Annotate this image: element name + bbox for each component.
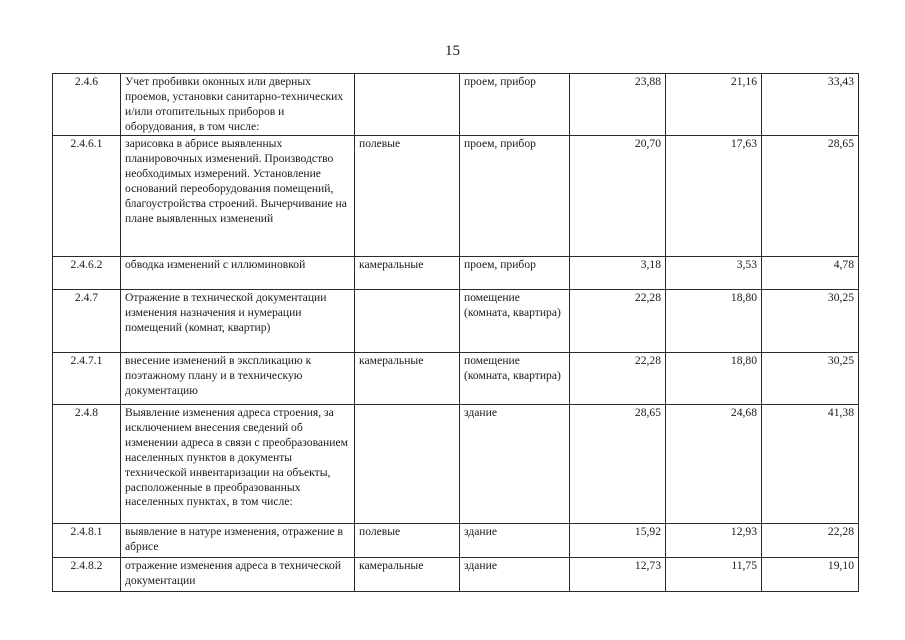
- rate-value-3: 19,10: [762, 558, 859, 592]
- unit-of-measure: проем, прибор: [460, 74, 570, 136]
- item-description: обводка изменений с иллюминовкой: [121, 257, 355, 290]
- rate-value-3: 28,65: [762, 136, 859, 257]
- rate-value-2: 21,16: [666, 74, 762, 136]
- table-row: [53, 405, 859, 524]
- rate-value-1: 28,65: [570, 405, 666, 524]
- item-description: Отражение в технической документации изменения назначения и нумерации помещений (комнат, квартир): [121, 290, 355, 353]
- item-code: 2.4.6.1: [53, 136, 121, 257]
- unit-of-measure: проем, прибор: [460, 136, 570, 257]
- unit-of-measure: проем, прибор: [460, 257, 570, 290]
- item-description: Учет пробивки оконных или дверных проемов, установки санитарно-технических и/или отопительных приборов и оборудования, в том числе:: [121, 74, 355, 136]
- rate-value-1: 15,92: [570, 524, 666, 558]
- rate-value-1: 22,28: [570, 290, 666, 353]
- work-type: [355, 405, 460, 524]
- rates-table: [52, 73, 859, 592]
- unit-of-measure: здание: [460, 524, 570, 558]
- rate-value-3: 33,43: [762, 74, 859, 136]
- rate-value-1: 12,73: [570, 558, 666, 592]
- unit-of-measure: здание: [460, 405, 570, 524]
- table-row: [53, 257, 859, 290]
- rate-value-3: 30,25: [762, 290, 859, 353]
- rate-value-2: 18,80: [666, 353, 762, 405]
- table-row: [53, 290, 859, 353]
- work-type: полевые: [355, 136, 460, 257]
- unit-of-measure: помещение (комната, квартира): [460, 290, 570, 353]
- item-code: 2.4.6.2: [53, 257, 121, 290]
- table-row: [53, 136, 859, 257]
- rate-value-1: 23,88: [570, 74, 666, 136]
- work-type: [355, 74, 460, 136]
- rate-value-3: 30,25: [762, 353, 859, 405]
- item-description: зарисовка в абрисе выявленных планировочных изменений. Производство необходимых измерений. Установление оснований переоборудования помещений, благоустройства строений. Вычерчивание на плане выявленных изменений: [121, 136, 355, 257]
- rate-value-1: 20,70: [570, 136, 666, 257]
- item-code: 2.4.7.1: [53, 353, 121, 405]
- table-row: [53, 558, 859, 592]
- page-number: 15: [445, 43, 460, 59]
- item-description: выявление в натуре изменения, отражение в абрисе: [121, 524, 355, 558]
- item-description: отражение изменения адреса в технической документации: [121, 558, 355, 592]
- rate-value-2: 12,93: [666, 524, 762, 558]
- item-description: Выявление изменения адреса строения, за исключением внесения сведений об изменении адреса в связи с преобразованием населенных пунктов в документы технической инвентаризации на объекты, расположенные в преобразованных населенных пунктах, в том числе:: [121, 405, 355, 524]
- item-code: 2.4.8: [53, 405, 121, 524]
- rate-value-1: 22,28: [570, 353, 666, 405]
- rate-value-2: 3,53: [666, 257, 762, 290]
- table-row: [53, 524, 859, 558]
- rate-value-2: 18,80: [666, 290, 762, 353]
- item-code: 2.4.8.2: [53, 558, 121, 592]
- rate-value-2: 24,68: [666, 405, 762, 524]
- rate-value-2: 17,63: [666, 136, 762, 257]
- work-type: полевые: [355, 524, 460, 558]
- item-code: 2.4.6: [53, 74, 121, 136]
- work-type: [355, 290, 460, 353]
- unit-of-measure: помещение (комната, квартира): [460, 353, 570, 405]
- rate-value-2: 11,75: [666, 558, 762, 592]
- item-code: 2.4.8.1: [53, 524, 121, 558]
- rate-value-3: 41,38: [762, 405, 859, 524]
- table-row: [53, 353, 859, 405]
- rate-value-3: 22,28: [762, 524, 859, 558]
- work-type: камеральные: [355, 353, 460, 405]
- unit-of-measure: здание: [460, 558, 570, 592]
- work-type: камеральные: [355, 558, 460, 592]
- rate-value-1: 3,18: [570, 257, 666, 290]
- item-description: внесение изменений в экспликацию к поэтажному плану и в техническую документацию: [121, 353, 355, 405]
- table-row: [53, 74, 859, 136]
- rate-value-3: 4,78: [762, 257, 859, 290]
- item-code: 2.4.7: [53, 290, 121, 353]
- work-type: камеральные: [355, 257, 460, 290]
